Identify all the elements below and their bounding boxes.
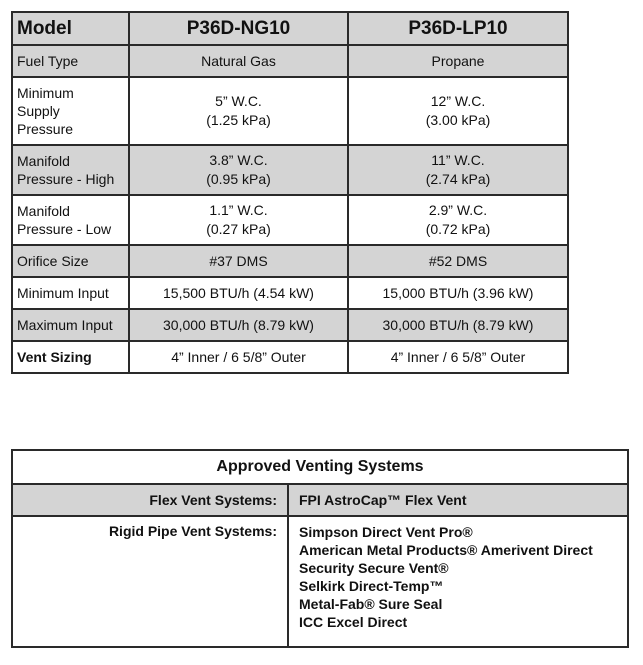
row-label: Manifold Pressure - Low [12,195,129,245]
row-label: Minimum Input [12,277,129,309]
row-min-supply-pressure [12,77,568,145]
flex-vent-value: FPI AstroCap™ Flex Vent [299,492,467,508]
lp-value: 11” W.C. (2.74 kPa) [348,145,568,195]
row-label: Vent Sizing [12,341,129,373]
header-model: Model [12,12,129,45]
header-row [12,12,568,45]
venting-title: Approved Venting Systems [13,451,627,485]
row-maximum-input [12,309,568,341]
row-orifice-size [12,245,568,277]
rigid-vent-label: Rigid Pipe Vent Systems: [13,517,289,648]
list-item: Metal-Fab® Sure Seal [299,596,443,612]
row-vent-sizing [12,341,568,373]
rigid-vent-list [299,523,627,631]
specifications-table [11,11,569,374]
lp-value: 12” W.C. (3.00 kPa) [348,77,568,145]
ng-value: 3.8” W.C. (0.95 kPa) [129,145,348,195]
list-item: Security Secure Vent® [299,560,449,576]
lp-value: 4” Inner / 6 5/8” Outer [348,341,568,373]
ng-value: 4” Inner / 6 5/8” Outer [129,341,348,373]
ng-value: Natural Gas [129,45,348,77]
row-fuel-type [12,45,568,77]
header-ng-model: P36D-NG10 [129,12,348,45]
row-label: Minimum Supply Pressure [12,77,129,145]
rigid-vent-list-container [289,517,627,648]
ng-value: 1.1” W.C. (0.27 kPa) [129,195,348,245]
row-minimum-input [12,277,568,309]
lp-value: 30,000 BTU/h (8.79 kW) [348,309,568,341]
lp-value: 15,000 BTU/h (3.96 kW) [348,277,568,309]
row-label: Orifice Size [12,245,129,277]
lp-value: Propane [348,45,568,77]
list-item: Simpson Direct Vent Pro® [299,524,473,540]
ng-value: 15,500 BTU/h (4.54 kW) [129,277,348,309]
list-item: ICC Excel Direct [299,614,408,630]
flex-vent-row [13,485,627,517]
row-manifold-low [12,195,568,245]
row-label: Maximum Input [12,309,129,341]
row-label: Manifold Pressure - High [12,145,129,195]
list-item: Selkirk Direct-Temp™ [299,578,444,594]
row-manifold-high [12,145,568,195]
ng-value: #37 DMS [129,245,348,277]
lp-value: 2.9” W.C. (0.72 kPa) [348,195,568,245]
ng-value: 5” W.C. (1.25 kPa) [129,77,348,145]
row-label: Fuel Type [12,45,129,77]
ng-value: 30,000 BTU/h (8.79 kW) [129,309,348,341]
header-lp-model: P36D-LP10 [348,12,568,45]
rigid-vent-row [13,517,627,648]
list-item: American Metal Products® Amerivent Direct [299,542,593,558]
flex-vent-label: Flex Vent Systems: [13,485,289,515]
approved-venting-table [11,449,629,648]
lp-value: #52 DMS [348,245,568,277]
